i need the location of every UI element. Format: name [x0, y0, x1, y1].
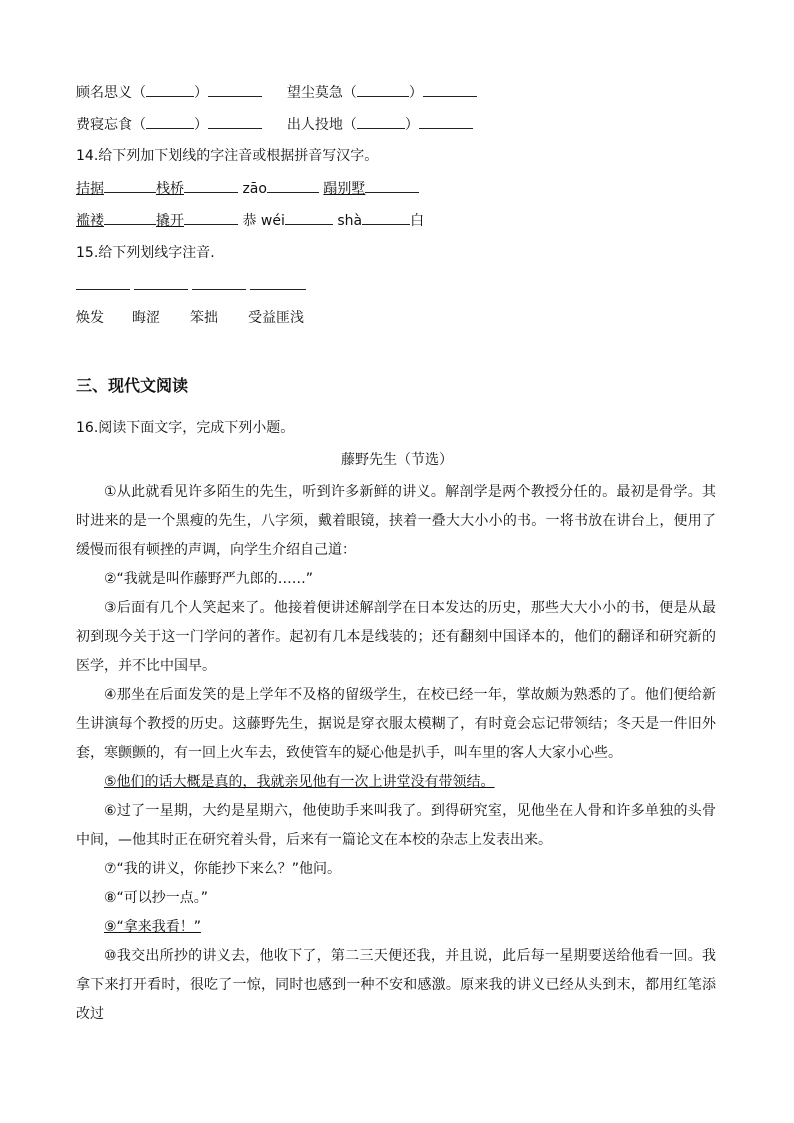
q14-item: 拮据: [76, 181, 104, 197]
question-14-row-1: [76, 178, 419, 199]
answer-blank[interactable]: [285, 210, 333, 225]
section-title: 三、现代文阅读: [76, 376, 189, 395]
answer-blank[interactable]: [104, 178, 156, 193]
q14-item: 栈桥: [156, 181, 184, 197]
answer-blank[interactable]: [146, 114, 194, 129]
q14-item: 蹋别墅: [323, 181, 366, 197]
idiom-word: 顾名思义: [76, 85, 132, 101]
idiom-word: 出人投地: [286, 117, 343, 133]
q15-word: 晦涩: [132, 310, 160, 326]
paragraph: ⑦“我的讲义，你能抄下来么？”他问。: [104, 861, 342, 877]
answer-blank[interactable]: [208, 82, 262, 97]
underlined-sentence: ⑨“拿来我看！”: [104, 919, 202, 935]
answer-blank[interactable]: [104, 210, 156, 225]
answer-blank[interactable]: [357, 82, 409, 97]
answer-blank[interactable]: [267, 178, 319, 193]
question-15-prompt: 15.给下列划线字注音.: [76, 245, 215, 261]
question-14-prompt: 14.给下列加下划线的字注音或根据拼音写汉字。: [76, 148, 379, 164]
question-16-prompt: 16.阅读下面文字，完成下列小题。: [76, 420, 295, 436]
underlined-sentence: ⑤他们的话大概是真的，我就亲见他有一次上讲堂没有带领结。: [104, 774, 495, 790]
q15-word: 焕发: [76, 310, 104, 326]
answer-blank[interactable]: [192, 289, 246, 290]
q14-pinyin: shà: [337, 213, 363, 229]
q14-item: 白: [410, 213, 425, 229]
q15-word: 笨拙: [190, 310, 218, 326]
idiom-row-2: 费寝忘食（ ） 出人投地（ ）: [76, 114, 473, 135]
answer-blank[interactable]: [423, 82, 477, 97]
q14-pinyin: wéi: [260, 213, 285, 229]
q15-word: 受益匪浅: [248, 310, 304, 326]
answer-blank[interactable]: [184, 178, 238, 193]
q14-item: 恭: [242, 213, 257, 229]
answer-blank[interactable]: [184, 210, 238, 225]
q14-item: 撬开: [156, 213, 184, 229]
passage-title: 藤野先生（节选）: [341, 452, 453, 468]
q14-item: 褴褛: [76, 213, 104, 229]
paragraph: ③后面有几个人笑起来了。他接着便讲述解剖学在日本发达的历史，那些大大小小的书，便是从最初到现今关于这一门学问的著作。起初有几本是线装的；还有翻刻中国译本的，他们的翻译和研究新的医学，并不比中国早。: [76, 600, 716, 674]
answer-blank[interactable]: [357, 114, 405, 129]
paragraph: ④那坐在后面发笑的是上学年不及格的留级学生，在校已经一年，掌故颇为熟悉的了。他们便给新生讲演每个教授的历史。这藤野先生，据说是穿衣服太模糊了，有时竟会忘记带领结；冬天是一件旧外套，寒颤颤的，有一回上火车去，致使管车的疑心他是扒手，叫车里的客人大家小心些。: [76, 687, 716, 761]
answer-blank[interactable]: [365, 178, 419, 193]
idiom-row-1: 顾名思义（ ） 望尘莫急（ ）: [76, 82, 477, 103]
idiom-word: 费寝忘食: [76, 117, 132, 133]
passage-body: [76, 478, 716, 1029]
paragraph: ⑧“可以抄一点。”: [104, 890, 209, 906]
answer-blank[interactable]: [134, 289, 188, 290]
answer-blank[interactable]: [146, 82, 194, 97]
answer-blank[interactable]: [250, 289, 306, 290]
paragraph: ②“我就是叫作藤野严九郎的……”: [104, 571, 314, 587]
idiom-word: 望尘莫急: [286, 85, 343, 101]
paragraph: ⑩我交出所抄的讲义去，他收下了，第二三天便还我，并且说，此后每一星期要送给他看一回。我拿下来打开看时，很吃了一惊，同时也感到一种不安和感激。原来我的讲义已经从头到末，都用红笔添改过: [76, 948, 716, 1022]
answer-blank[interactable]: [419, 114, 473, 129]
question-14-row-2: [76, 210, 424, 231]
answer-blank[interactable]: [76, 289, 130, 290]
answer-blank[interactable]: [208, 114, 262, 129]
answer-blank[interactable]: [362, 210, 410, 225]
q14-item: zāo: [242, 181, 267, 197]
paragraph: ①从此就看见许多陌生的先生，听到许多新鲜的讲义。解剖学是两个教授分任的。最初是骨学。其时进来的是一个黑瘦的先生，八字须，戴着眼镜，挟着一叠大大小小的书。一将书放在讲台上，便用了缓慢而很有顿挫的声调，向学生介绍自己道：: [76, 484, 716, 558]
paragraph: ⑥过了一星期，大约是星期六，他使助手来叫我了。到得研究室，见他坐在人骨和许多单独的头骨中间，—他其时正在研究着头骨，后来有一篇论文在本校的杂志上发表出来。: [76, 803, 716, 848]
